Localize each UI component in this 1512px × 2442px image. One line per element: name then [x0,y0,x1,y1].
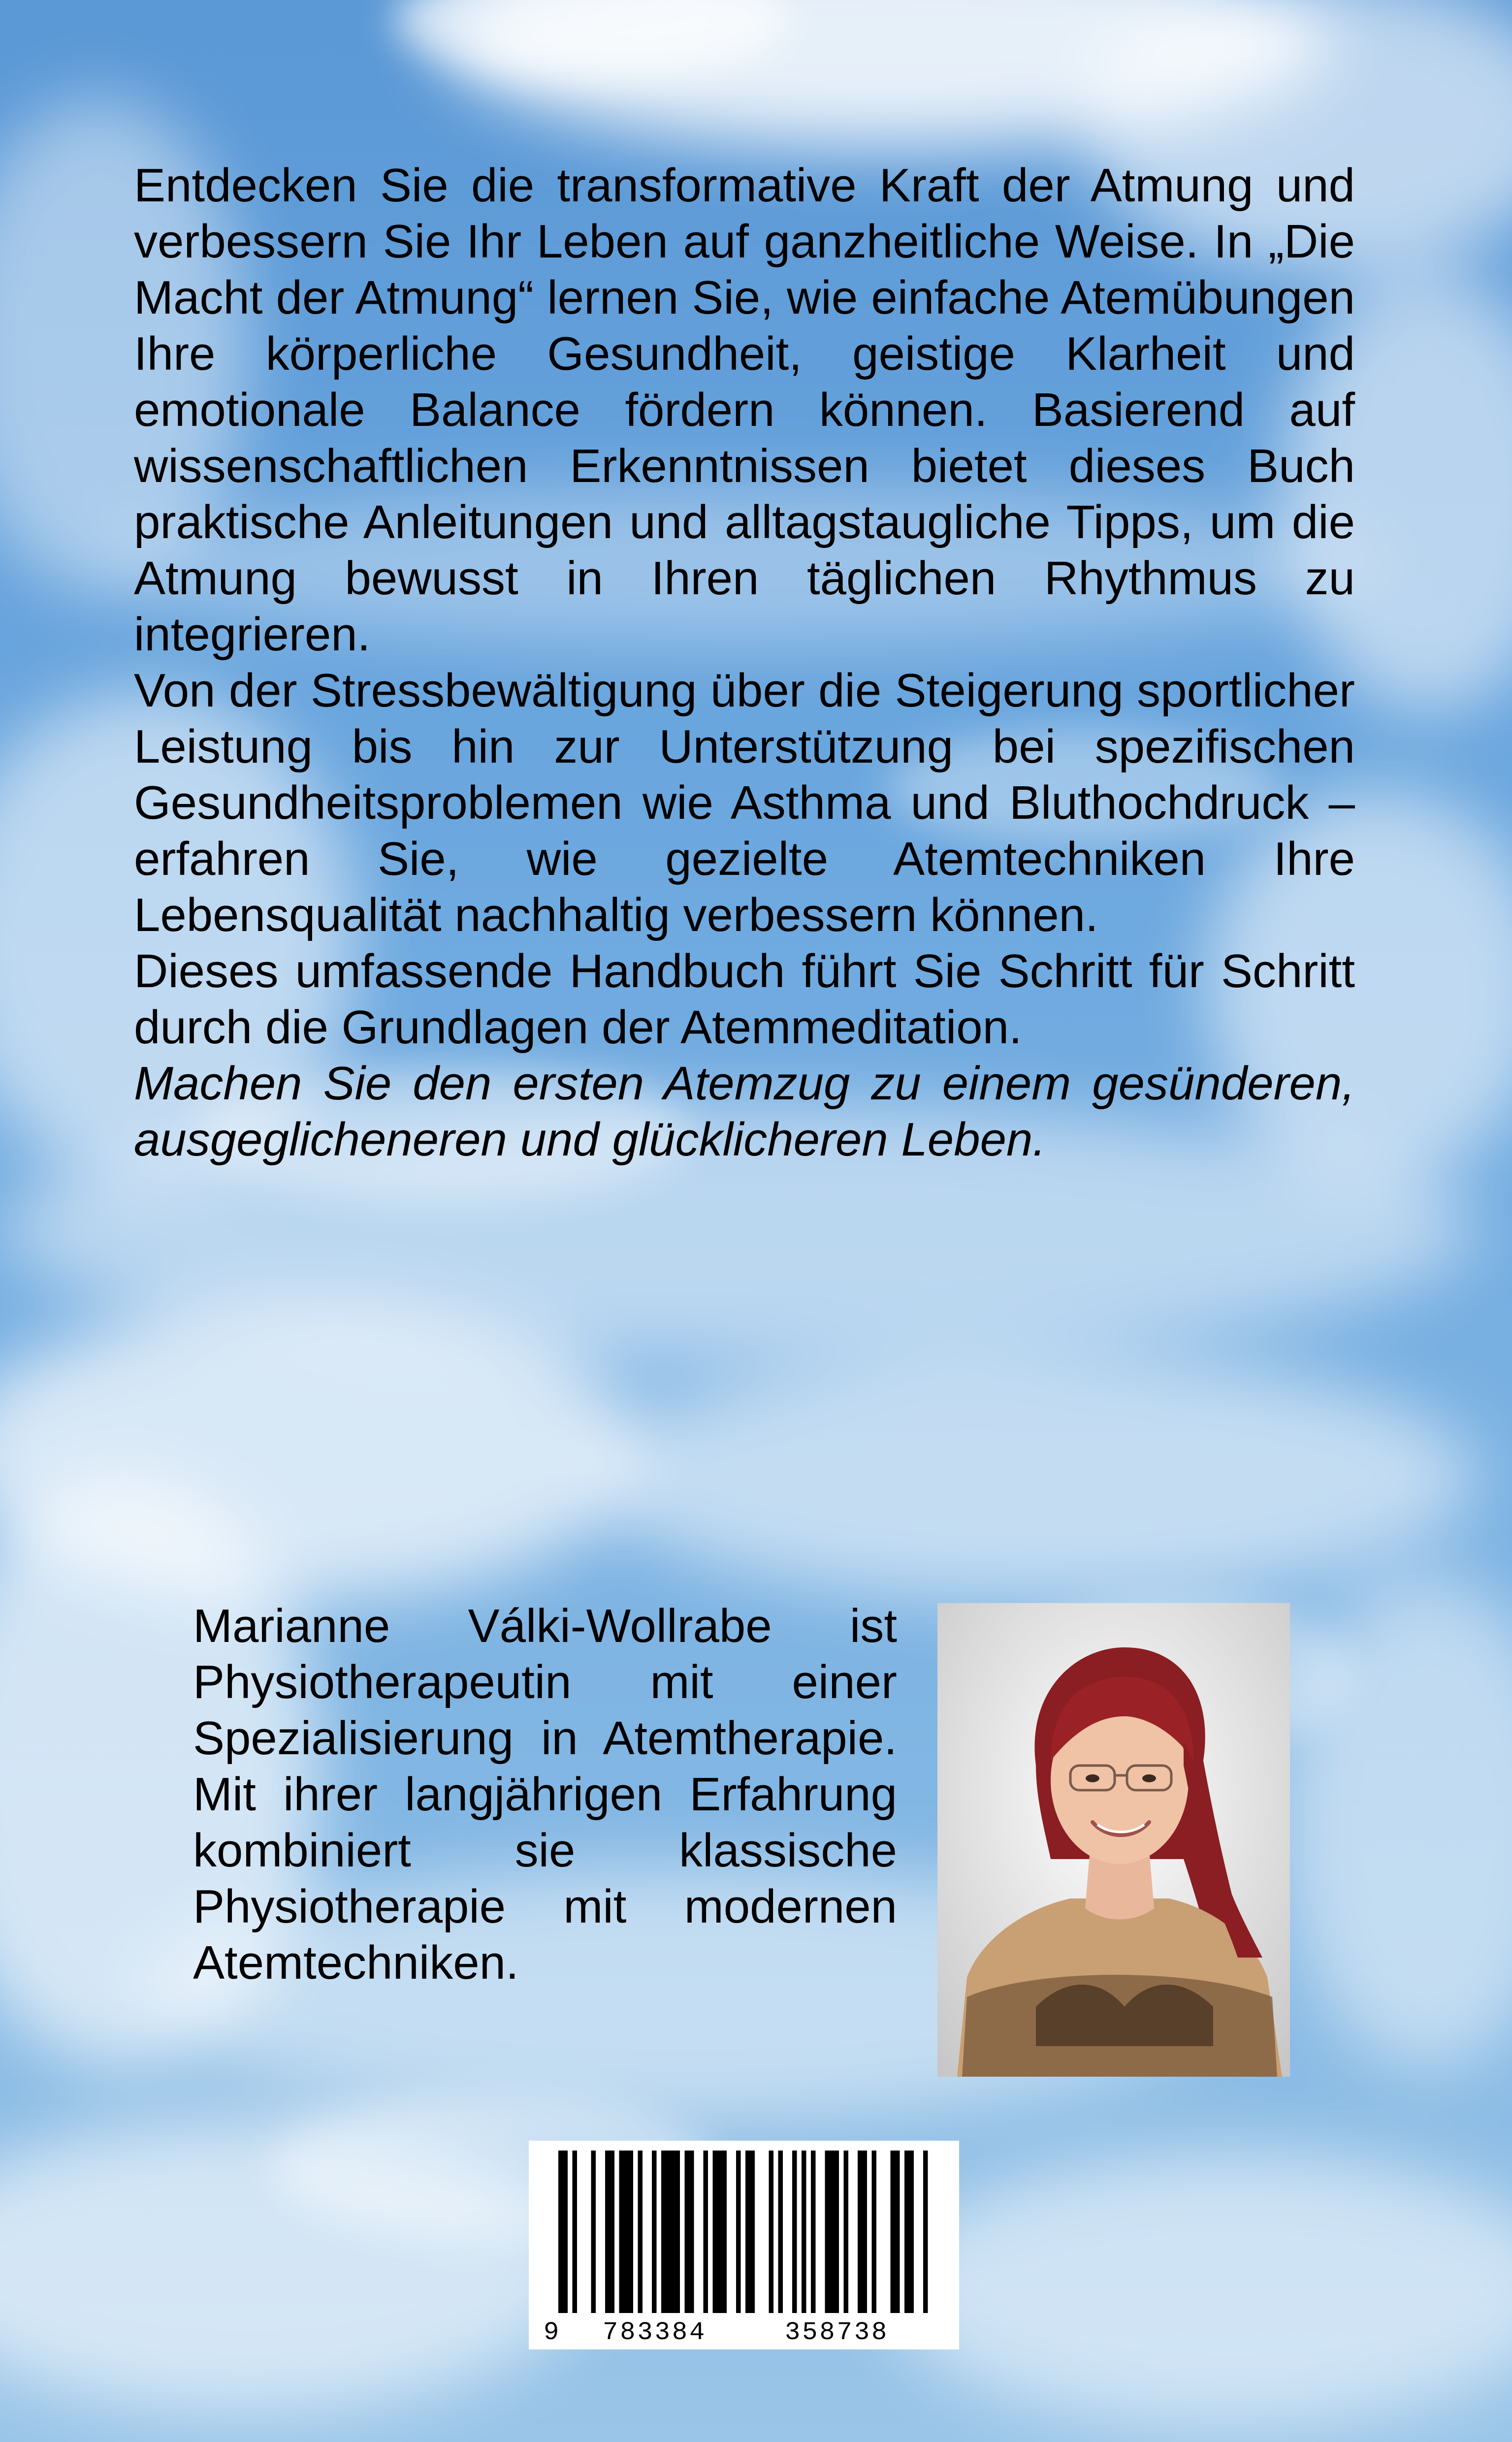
barcode-bars [529,2141,959,2318]
barcode-bar [825,2151,839,2313]
author-photo [937,1603,1290,2077]
barcode-bar [736,2151,741,2313]
barcode-bar [591,2151,596,2313]
barcode-left-group: 783384 [603,2318,707,2347]
author-portrait-illustration [937,1603,1290,2077]
blurb-paragraph: Von der Stressbewältigung über die Steigerung sportlicher Leistung bis hin zur Unterstützung bei spezifischen Gesundheitsproblemen wie Asthma und Bluthochdruck – erfahren Sie, wie gezielte Atemtechniken Ihre Lebensqualität nachhaltig verbessern können. [134,664,1355,941]
barcode-bar [923,2151,928,2313]
barcode-bar [573,2151,578,2313]
barcode-bar [792,2151,797,2313]
barcode-first-digit: 9 [544,2318,559,2347]
barcode-bar [802,2151,806,2313]
barcode-bar [652,2151,657,2313]
barcode-bar [745,2151,755,2313]
blurb-paragraph: Entdecken Sie die transformative Kraft der Atmung und verbessern Sie Ihr Leben auf ganzheitliche Weise. In „Die Macht der Atmung“ lernen Sie, wie einfache Atemübungen Ihre körperliche Gesundheit, geistige Klarheit und emotionale Balance fördern können. Basierend auf wissenschaftlichen Erkenntnissen bietet dieses Buch praktische Anleitungen und alltagstaugliche Tipps, um die Atmung bewusst in Ihren täglichen Rhythmus zu integrieren. [134,159,1355,661]
book-blurb [134,158,1355,1168]
barcode-bar [685,2151,694,2313]
barcode-bar [858,2151,867,2313]
barcode-bar [638,2151,643,2313]
barcode-right-group: 358738 [785,2318,889,2347]
barcode-bar [605,2151,614,2313]
barcode-bar [661,2151,680,2313]
barcode-bar [844,2151,849,2313]
barcode-bar [811,2151,816,2313]
barcode-bar [872,2151,877,2313]
barcode-bar [558,2151,568,2313]
barcode-bar [769,2151,774,2313]
barcode-bar [904,2151,914,2313]
blurb-paragraph: Dieses umfassende Handbuch führt Sie Schritt für Schritt durch die Grundlagen der Atemmeditation. [134,945,1355,1054]
isbn-barcode [529,2141,959,2349]
author-bio: Marianne Válki-Wollrabe ist Physiotherapeutin mit einer Spezialisierung in Atemtherapie. Mit ihrer langjährigen Erfahrung kombiniert sie klassische Physiotherapie mit modernen Atemtechniken. [193,1600,897,1989]
barcode-bar [704,2151,708,2313]
barcode-bar [778,2151,783,2313]
barcode-bar [891,2151,900,2313]
barcode-bar [619,2151,634,2313]
blurb-closing-line: Machen Sie den ersten Atemzug zu einem gesünderen, ausgeglicheneren und glücklicheren Leben. [134,1057,1355,1166]
barcode-number [529,2318,959,2347]
barcode-bar [713,2151,727,2313]
